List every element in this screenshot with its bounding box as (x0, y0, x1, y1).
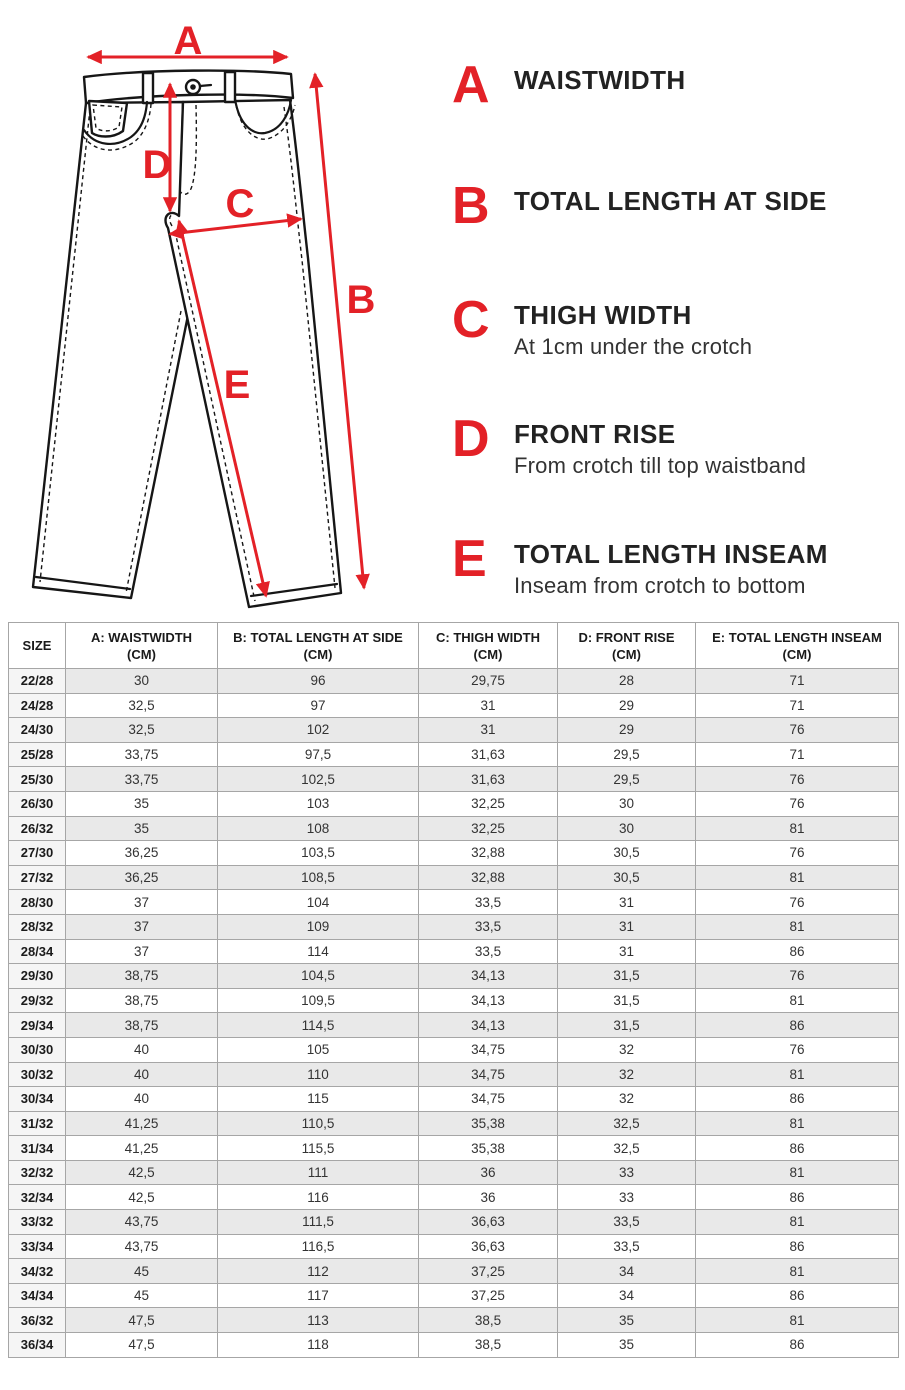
table-row (9, 914, 899, 939)
table-row (9, 791, 899, 816)
measurement-cell: 76 (696, 718, 899, 743)
measurement-cell: 38,5 (419, 1333, 558, 1358)
size-cell: 22/28 (9, 669, 66, 694)
measurement-cell: 33 (558, 1185, 696, 1210)
legend-subtitle: At 1cm under the crotch (514, 334, 753, 359)
button-dot-icon (190, 84, 196, 90)
measurement-cell: 35,38 (419, 1136, 558, 1161)
measurement-cell: 35 (558, 1333, 696, 1358)
legend-item-waistwidth (452, 56, 902, 114)
size-cell: 27/32 (9, 865, 66, 890)
column-header: E: TOTAL LENGTH INSEAM (CM) (696, 623, 899, 669)
measurement-cell: 86 (696, 1136, 899, 1161)
measurement-cell: 76 (696, 890, 899, 915)
measurement-cell: 42,5 (66, 1185, 218, 1210)
table-row (9, 1087, 899, 1112)
measure-label-d: D (142, 143, 172, 187)
size-cell: 24/28 (9, 693, 66, 718)
table-row (9, 742, 899, 767)
measurement-cell: 86 (696, 1234, 899, 1259)
size-cell: 34/34 (9, 1283, 66, 1308)
legend-letter: D (452, 410, 490, 468)
legend-title: TOTAL LENGTH AT SIDE (514, 186, 827, 216)
measurement-cell: 34,75 (419, 1087, 558, 1112)
measurement-cell: 36,25 (66, 865, 218, 890)
measurement-cell: 33 (558, 1160, 696, 1185)
measurement-cell: 36 (419, 1160, 558, 1185)
measurement-cell: 29,5 (558, 742, 696, 767)
table-row (9, 1259, 899, 1284)
column-header: A: WAISTWIDTH (CM) (66, 623, 218, 669)
measurement-cell: 32,88 (419, 841, 558, 866)
table-row (9, 718, 899, 743)
measurement-cell: 35 (558, 1308, 696, 1333)
table-row (9, 1037, 899, 1062)
column-header: B: TOTAL LENGTH AT SIDE (CM) (218, 623, 419, 669)
measurement-cell: 81 (696, 1111, 899, 1136)
measurement-cell: 36,25 (66, 841, 218, 866)
measurement-cell: 76 (696, 767, 899, 792)
size-cell: 26/30 (9, 791, 66, 816)
size-cell: 26/32 (9, 816, 66, 841)
measurement-cell: 34 (558, 1283, 696, 1308)
measurement-cell: 33,5 (558, 1210, 696, 1235)
table-row (9, 939, 899, 964)
measurement-cell: 34,75 (419, 1037, 558, 1062)
measurement-cell: 81 (696, 1210, 899, 1235)
measurement-cell: 33,75 (66, 742, 218, 767)
table-row (9, 1210, 899, 1235)
measurement-cell: 81 (696, 1259, 899, 1284)
table-row (9, 964, 899, 989)
table-row (9, 1160, 899, 1185)
legend-title: TOTAL LENGTH INSEAM (514, 539, 828, 569)
table-row (9, 1062, 899, 1087)
measurement-cell: 105 (218, 1037, 419, 1062)
measurement-cell: 32,88 (419, 865, 558, 890)
measurement-cell: 32 (558, 1062, 696, 1087)
table-row (9, 865, 899, 890)
table-row (9, 767, 899, 792)
size-cell: 36/32 (9, 1308, 66, 1333)
measurement-cell: 103,5 (218, 841, 419, 866)
size-cell: 28/34 (9, 939, 66, 964)
measure-label-a: A (173, 19, 203, 63)
table-row (9, 1234, 899, 1259)
table-row (9, 1185, 899, 1210)
size-cell: 29/32 (9, 988, 66, 1013)
measurement-cell: 32,5 (558, 1136, 696, 1161)
measurement-cell: 104,5 (218, 964, 419, 989)
measurement-cell: 113 (218, 1308, 419, 1333)
measurement-cell: 38,5 (419, 1308, 558, 1333)
size-table-body (9, 669, 899, 1358)
measurement-cell: 34,13 (419, 988, 558, 1013)
measurement-cell: 81 (696, 816, 899, 841)
measurement-cell: 37 (66, 890, 218, 915)
measurement-cell: 34,13 (419, 1013, 558, 1038)
legend-title: FRONT RISE (514, 419, 676, 449)
measurement-cell: 37,25 (419, 1259, 558, 1284)
table-row (9, 669, 899, 694)
measurement-cell: 29,5 (558, 767, 696, 792)
measurement-cell: 35 (66, 816, 218, 841)
column-header: D: FRONT RISE (CM) (558, 623, 696, 669)
measurement-cell: 71 (696, 742, 899, 767)
table-row (9, 988, 899, 1013)
measurement-cell: 31 (558, 914, 696, 939)
measurement-cell: 31 (558, 939, 696, 964)
measurement-cell: 30,5 (558, 865, 696, 890)
table-row (9, 1283, 899, 1308)
measurement-cell: 32 (558, 1087, 696, 1112)
size-cell: 27/30 (9, 841, 66, 866)
measurement-cell: 32,5 (66, 693, 218, 718)
measurement-cell: 36,63 (419, 1210, 558, 1235)
legend-item-thigh-width (452, 291, 902, 361)
measurement-cell: 30,5 (558, 841, 696, 866)
measurement-cell: 110 (218, 1062, 419, 1087)
size-cell: 28/32 (9, 914, 66, 939)
measurement-cell: 86 (696, 1185, 899, 1210)
size-cell: 30/32 (9, 1062, 66, 1087)
measurement-cell: 42,5 (66, 1160, 218, 1185)
measurement-cell: 40 (66, 1087, 218, 1112)
measurement-cell: 34,13 (419, 964, 558, 989)
legend-letter: C (452, 291, 490, 349)
measurement-cell: 81 (696, 1308, 899, 1333)
header-row (9, 623, 899, 669)
measurement-cell: 29 (558, 718, 696, 743)
size-cell: 32/32 (9, 1160, 66, 1185)
measurement-cell: 115 (218, 1087, 419, 1112)
measurement-cell: 38,75 (66, 964, 218, 989)
measurement-cell: 76 (696, 791, 899, 816)
size-cell: 30/30 (9, 1037, 66, 1062)
measurement-cell: 33,5 (419, 914, 558, 939)
measurement-cell: 86 (696, 1013, 899, 1038)
measurement-cell: 28 (558, 669, 696, 694)
measurement-cell: 102,5 (218, 767, 419, 792)
measurement-cell: 81 (696, 1062, 899, 1087)
belt-loop-icon (225, 72, 235, 102)
table-row (9, 816, 899, 841)
measurement-cell: 116 (218, 1185, 419, 1210)
measurement-cell: 114,5 (218, 1013, 419, 1038)
measurement-cell: 41,25 (66, 1136, 218, 1161)
size-cell: 33/32 (9, 1210, 66, 1235)
measurement-cell: 71 (696, 693, 899, 718)
measurement-cell: 35 (66, 791, 218, 816)
measurement-cell: 71 (696, 669, 899, 694)
legend-subtitle: Inseam from crotch to bottom (514, 573, 806, 598)
measurement-cell: 45 (66, 1259, 218, 1284)
legend-item-inseam (452, 530, 902, 600)
legend-letter: A (452, 56, 490, 114)
measurement-cell: 103 (218, 791, 419, 816)
size-table (8, 622, 899, 1358)
measurement-cell: 110,5 (218, 1111, 419, 1136)
buttonhole-icon (200, 85, 211, 86)
measurement-cell: 36 (419, 1185, 558, 1210)
measurement-cell: 32,5 (66, 718, 218, 743)
measurement-cell: 32,5 (558, 1111, 696, 1136)
measurement-cell: 37 (66, 939, 218, 964)
table-row (9, 1111, 899, 1136)
size-cell: 36/34 (9, 1333, 66, 1358)
measurement-cell: 37 (66, 914, 218, 939)
measurement-cell: 118 (218, 1333, 419, 1358)
measurement-cell: 30 (66, 669, 218, 694)
column-header: SIZE (9, 623, 66, 669)
measurement-cell: 32 (558, 1037, 696, 1062)
measurement-cell: 81 (696, 865, 899, 890)
measurement-cell: 97,5 (218, 742, 419, 767)
size-cell: 33/34 (9, 1234, 66, 1259)
measurement-cell: 76 (696, 964, 899, 989)
measurement-cell: 33,5 (558, 1234, 696, 1259)
table-row (9, 1013, 899, 1038)
measurement-cell: 31 (419, 693, 558, 718)
legend-title: WAISTWIDTH (514, 65, 686, 95)
measurement-cell: 29 (558, 693, 696, 718)
measurement-cell: 30 (558, 816, 696, 841)
measurement-cell: 40 (66, 1062, 218, 1087)
measurement-cell: 35,38 (419, 1111, 558, 1136)
measurement-cell: 86 (696, 1333, 899, 1358)
measurement-cell: 32,25 (419, 791, 558, 816)
table-row (9, 1308, 899, 1333)
size-cell: 34/32 (9, 1259, 66, 1284)
legend-subtitle: From crotch till top waistband (514, 453, 807, 478)
measurement-cell: 31 (419, 718, 558, 743)
measurement-cell: 96 (218, 669, 419, 694)
measurement-cell: 31,5 (558, 988, 696, 1013)
measurement-cell: 111,5 (218, 1210, 419, 1235)
size-cell: 25/28 (9, 742, 66, 767)
pants-measurement-diagram (0, 0, 440, 620)
measurement-cell: 41,25 (66, 1111, 218, 1136)
measurement-cell: 37,25 (419, 1283, 558, 1308)
measurement-cell: 45 (66, 1283, 218, 1308)
measurement-cell: 33,5 (419, 890, 558, 915)
measurement-cell: 112 (218, 1259, 419, 1284)
measurement-cell: 76 (696, 841, 899, 866)
measurement-cell: 81 (696, 988, 899, 1013)
measurement-cell: 38,75 (66, 988, 218, 1013)
measure-label-c: C (225, 182, 255, 226)
measurement-cell: 43,75 (66, 1210, 218, 1235)
measurement-cell: 81 (696, 1160, 899, 1185)
belt-loop-icon (143, 73, 153, 103)
measurement-cell: 97 (218, 693, 419, 718)
measurement-cell: 117 (218, 1283, 419, 1308)
measurement-cell: 86 (696, 939, 899, 964)
legend-item-side-length (452, 177, 902, 235)
measurement-cell: 108 (218, 816, 419, 841)
table-row (9, 1333, 899, 1358)
size-cell: 29/30 (9, 964, 66, 989)
measurement-cell: 86 (696, 1283, 899, 1308)
size-cell: 29/34 (9, 1013, 66, 1038)
column-header: C: THIGH WIDTH (CM) (419, 623, 558, 669)
measurement-cell: 38,75 (66, 1013, 218, 1038)
measurement-cell: 31,63 (419, 742, 558, 767)
measurement-cell: 109,5 (218, 988, 419, 1013)
legend-title: THIGH WIDTH (514, 300, 692, 330)
measurement-cell: 31 (558, 890, 696, 915)
measurement-cell: 32,25 (419, 816, 558, 841)
size-cell: 31/32 (9, 1111, 66, 1136)
legend-letter: E (452, 530, 487, 588)
size-cell: 30/34 (9, 1087, 66, 1112)
measurement-cell: 81 (696, 914, 899, 939)
measurement-cell: 102 (218, 718, 419, 743)
table-row (9, 890, 899, 915)
size-cell: 28/30 (9, 890, 66, 915)
measurement-cell: 76 (696, 1037, 899, 1062)
measurement-cell: 34,75 (419, 1062, 558, 1087)
measure-label-e: E (223, 363, 251, 407)
pants-right-leg (166, 100, 342, 607)
measurement-cell: 104 (218, 890, 419, 915)
measurement-cell: 109 (218, 914, 419, 939)
size-cell: 31/34 (9, 1136, 66, 1161)
measurement-cell: 108,5 (218, 865, 419, 890)
measurement-cell: 111 (218, 1160, 419, 1185)
measurement-cell: 86 (696, 1087, 899, 1112)
measure-label-b: B (346, 278, 376, 322)
measurement-cell: 43,75 (66, 1234, 218, 1259)
legend-letter: B (452, 177, 490, 235)
measurement-cell: 34 (558, 1259, 696, 1284)
table-row (9, 693, 899, 718)
legend-item-front-rise (452, 410, 902, 480)
size-cell: 32/34 (9, 1185, 66, 1210)
measurement-cell: 114 (218, 939, 419, 964)
measurement-cell: 47,5 (66, 1308, 218, 1333)
measurement-cell: 33,75 (66, 767, 218, 792)
measurement-cell: 30 (558, 791, 696, 816)
table-row (9, 841, 899, 866)
measurement-cell: 115,5 (218, 1136, 419, 1161)
measurement-cell: 40 (66, 1037, 218, 1062)
measurement-cell: 31,5 (558, 1013, 696, 1038)
measurement-cell: 31,63 (419, 767, 558, 792)
measurement-cell: 33,5 (419, 939, 558, 964)
measurement-cell: 31,5 (558, 964, 696, 989)
measurement-cell: 29,75 (419, 669, 558, 694)
measurement-cell: 36,63 (419, 1234, 558, 1259)
size-cell: 25/30 (9, 767, 66, 792)
measurement-cell: 47,5 (66, 1333, 218, 1358)
table-row (9, 1136, 899, 1161)
measurement-cell: 116,5 (218, 1234, 419, 1259)
size-cell: 24/30 (9, 718, 66, 743)
size-table-head (9, 623, 899, 669)
